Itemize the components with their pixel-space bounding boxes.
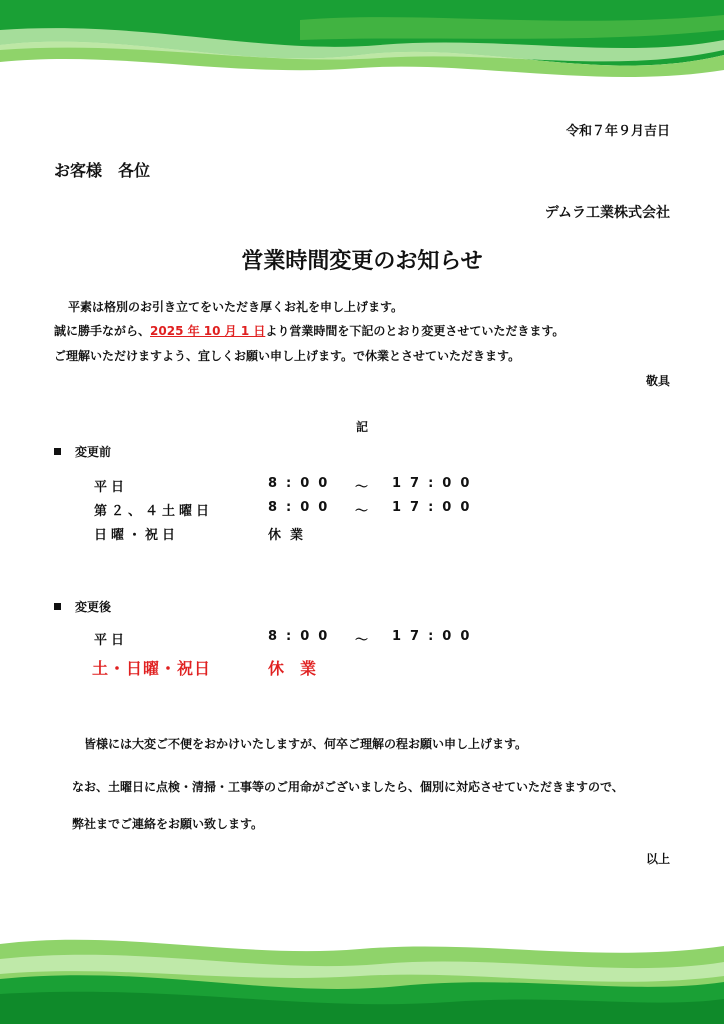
square-bullet-icon <box>54 603 61 610</box>
closing-line-2: なお、土曜日に点検・清掃・工事等のご用命がございましたら、個別に対応させていただきますので、 <box>72 780 624 794</box>
after-heading <box>54 598 111 615</box>
holiday-label: 土・日曜・祝日 <box>92 659 212 678</box>
page-title: 営業時間変更のお知らせ <box>241 249 483 274</box>
closing-salutation: 敬具 <box>645 374 670 388</box>
schedule-start: 8:00 <box>268 629 337 644</box>
holiday-status: 休 業 <box>268 659 317 678</box>
schedule-end: 17:00 <box>392 500 479 515</box>
square-bullet-icon <box>54 448 61 455</box>
schedule-tilde: ～ <box>355 504 369 519</box>
schedule-label: 第２、４土曜日 <box>94 504 214 519</box>
schedule-label: 平日 <box>94 480 129 495</box>
schedule-tilde: ～ <box>355 480 369 495</box>
body-line-1: 平素は格別のお引き立てをいただき厚くお礼を申し上げます。 <box>68 300 404 314</box>
schedule-end: 17:00 <box>392 629 479 644</box>
body-line-3: ご理解いただけますよう、宜しくお願い申し上げます。で休業とさせていただきます。 <box>54 349 521 363</box>
body-line-2-prefix: 誠に勝手ながら、 <box>54 324 151 338</box>
company-name: デムラ工業株式会社 <box>544 205 670 221</box>
schedule-start: 8:00 <box>268 476 337 491</box>
schedule-label: 平日 <box>94 633 129 648</box>
issue-date: 令和７年９月吉日 <box>565 124 670 139</box>
body-line-2-suffix: より営業時間を下記のとおり変更させていただきます。 <box>265 324 565 338</box>
bottom-wave-banner <box>0 924 724 1024</box>
top-wave-banner <box>0 0 724 95</box>
before-heading <box>54 443 111 460</box>
schedule-label: 日曜・祝日 <box>94 528 180 543</box>
schedule-start: 8:00 <box>268 500 337 515</box>
schedule-end: 17:00 <box>392 476 479 491</box>
ending-mark: 以上 <box>645 852 670 866</box>
schedule-tilde: ～ <box>355 633 369 648</box>
body-line-2 <box>54 322 564 339</box>
closing-line-1: 皆様には大変ご不便をおかけいたしますが、何卒ご理解の程お願い申し上げます。 <box>84 737 528 751</box>
recipient: お客様 各位 <box>54 161 151 180</box>
after-heading-label: 変更後 <box>75 600 112 614</box>
closing-line-3: 弊社までご連絡をお願い致します。 <box>72 817 264 831</box>
schedule-status: 休業 <box>268 528 313 543</box>
ki-heading: 記 <box>355 420 368 434</box>
effective-date: 2025 年 10 月 1 日 <box>150 324 266 338</box>
before-heading-label: 変更前 <box>75 445 112 459</box>
